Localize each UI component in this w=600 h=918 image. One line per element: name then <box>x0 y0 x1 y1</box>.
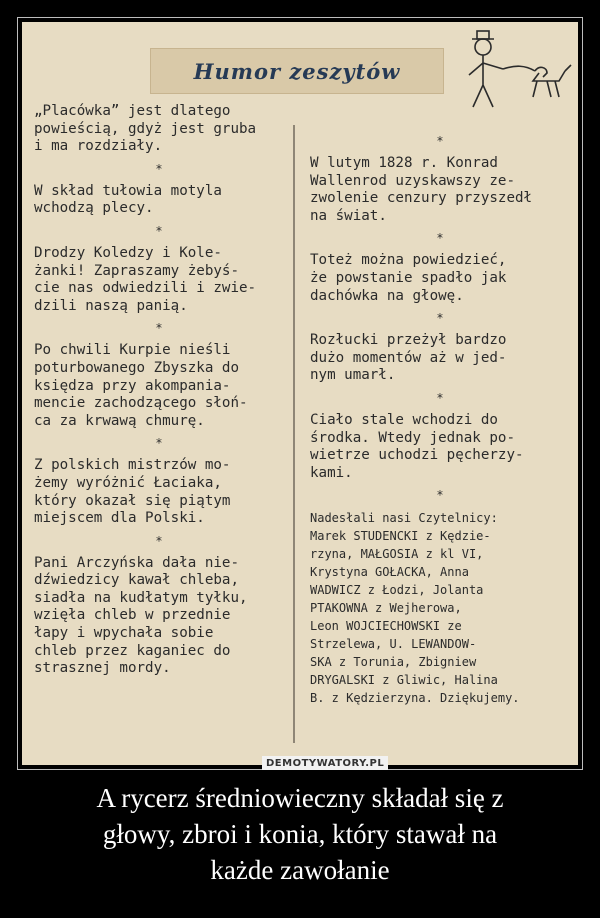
separator-star: * <box>436 390 444 405</box>
separator-star: * <box>155 223 163 238</box>
left-item-5: Z polskich mistrzów mo- żemy wyróżnić Łaciaka, który okazał się piątym miejscem dla Polski. <box>34 457 231 527</box>
separator-star: * <box>436 134 444 148</box>
separator-star: * <box>155 533 163 548</box>
left-item-3: Drodzy Koledzy i Kole- żanki! Zapraszamy żebyś- cie nas odwiedzili i zwie- dzili naszą panią. <box>34 244 257 314</box>
right-item-3: Rozłucki przeżył bardzo dużo momentów aż w jed- nym umarł. <box>310 332 507 384</box>
left-column <box>34 103 284 678</box>
left-item-6: Pani Arczyńska dała nie- dźwiedzicy kawał chleba, siadła na kudłatym tyłku, wzięła chleb w przednie łapy i wpychała sobie chleb przez kaganiec do strasznej mordy. <box>34 554 248 677</box>
reader-credits: Nadesłali nasi Czytelnicy: Marek STUDENCKI z Kędzie- rzyna, MAŁGOSIA z kl VI, Krystyna GOŁACKA, Anna WADWICZ z Łodzi, Jolanta PTAKOWNA z Wejherowa, Leon WOJCIECHOWSKI ze Strzelewa, U. LEWANDOW- SKA z Torunia, Zbigniew DRYGALSKI z Gliwic, Halina B. z Kędzierzyna. Dziękujemy. <box>310 511 520 706</box>
right-column <box>310 128 570 707</box>
left-item-2: W skład tułowia motyla wchodzą plecy. <box>34 182 222 217</box>
watermark-tab <box>262 756 388 770</box>
banner <box>150 48 444 94</box>
separator-star: * <box>155 161 163 176</box>
separator-star: * <box>155 436 163 451</box>
separator-star: * <box>436 231 444 246</box>
column-divider <box>293 125 295 743</box>
right-item-2: Toteż można powiedzieć, że powstanie spadło jak dachówka na głowę. <box>310 252 507 304</box>
caption: A rycerz średniowieczny składał się z głowy, zbroi i konia, który stawał na każde zawołanie <box>96 783 504 885</box>
right-item-1: W lutym 1828 r. Konrad Wallenrod uzyskawszy ze- zwolenie cenzury przyszedł na świat. <box>310 155 533 224</box>
banner-title: Humor zeszytów <box>193 58 401 84</box>
separator-star: * <box>155 321 163 336</box>
left-item-1: „Placówka” jest dlatego powieścią, gdyż jest gruba i ma rozdziały. <box>34 103 257 155</box>
man-with-dog-icon <box>455 25 575 125</box>
left-item-4: Po chwili Kurpie nieśli poturbowanego Zbyszka do księdza przy akompania- mencie zachodzącego słoń- ca za krwawą chmurę. <box>34 342 248 429</box>
separator-star: * <box>436 311 444 326</box>
watermark: DEMOTYWATORY.PL <box>266 757 385 769</box>
separator-star: * <box>436 488 444 503</box>
right-item-4: Ciało stale wchodzi do środka. Wtedy jednak po- wietrze uchodzi pęcherzy- kami. <box>310 411 524 481</box>
